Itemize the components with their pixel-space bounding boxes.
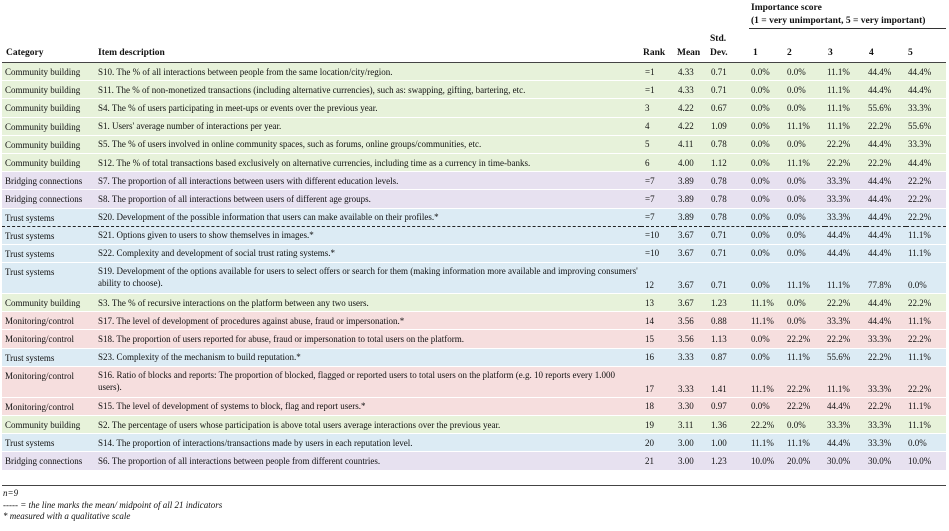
score-2-pct-cell: 0.0% (785, 136, 825, 154)
item-description-cell: S10. The % of all interactions between people from the same location/city/region. (96, 63, 641, 81)
rank-cell: 6 (641, 154, 674, 172)
std-dev-cell: 0.78 (707, 190, 749, 208)
score-1-pct-cell: 11.1% (749, 434, 785, 452)
mean-cell: 3.67 (674, 245, 707, 263)
score-3-pct-cell: 33.3% (825, 209, 866, 227)
category-cell: Community building (2, 99, 96, 117)
table-row (2, 209, 946, 227)
score-4-pct-cell: 33.3% (866, 416, 906, 434)
rank-cell: 12 (641, 263, 674, 294)
score-5-pct-cell: 11.1% (906, 349, 946, 367)
score-5-pct-cell: 11.1% (906, 245, 946, 263)
score-5-pct-cell: 33.3% (906, 136, 946, 154)
score-5-pct-cell: 22.2% (906, 294, 946, 312)
score-3-pct-cell: 44.4% (825, 227, 866, 245)
category-cell: Community building (2, 81, 96, 99)
category-cell: Monitoring/control (2, 367, 96, 398)
importance-divider (749, 28, 946, 29)
score-1-pct-cell: 10.0% (749, 452, 785, 470)
header-rank: Rank (643, 48, 666, 58)
score-2-pct-cell: 0.0% (785, 99, 825, 117)
score-2-pct-cell: 11.1% (785, 154, 825, 172)
header-score-4: 4 (869, 48, 874, 58)
table-row (2, 263, 946, 294)
score-5-pct-cell: 11.1% (906, 416, 946, 434)
mean-cell: 4.22 (674, 99, 707, 117)
std-dev-cell: 1.23 (707, 452, 749, 470)
rank-cell: =10 (641, 227, 674, 245)
category-cell: Trust systems (2, 349, 96, 367)
rank-cell: =10 (641, 245, 674, 263)
std-dev-cell: 0.87 (707, 349, 749, 367)
score-3-pct-cell: 11.1% (825, 118, 866, 136)
score-1-pct-cell: 11.1% (749, 312, 785, 330)
score-2-pct-cell: 0.0% (785, 294, 825, 312)
score-3-pct-cell: 33.3% (825, 416, 866, 434)
score-5-pct-cell: 33.3% (906, 99, 946, 117)
std-dev-cell: 1.13 (707, 330, 749, 348)
table-row (2, 136, 946, 154)
score-4-pct-cell: 44.4% (866, 245, 906, 263)
std-dev-cell: 1.12 (707, 154, 749, 172)
header-category: Category (6, 48, 44, 58)
table-row (2, 434, 946, 452)
score-1-pct-cell: 0.0% (749, 63, 785, 81)
mean-cell: 3.89 (674, 172, 707, 190)
score-1-pct-cell: 0.0% (749, 81, 785, 99)
std-dev-cell: 0.78 (707, 209, 749, 227)
score-2-pct-cell: 11.1% (785, 118, 825, 136)
score-4-pct-cell: 22.2% (866, 154, 906, 172)
std-dev-cell: 0.88 (707, 312, 749, 330)
header-score-3: 3 (828, 48, 833, 58)
header-std-line2: Dev. (710, 48, 728, 58)
mean-cell: 3.00 (674, 434, 707, 452)
score-1-pct-cell: 0.0% (749, 245, 785, 263)
std-dev-cell: 1.09 (707, 118, 749, 136)
mean-cell: 4.00 (674, 154, 707, 172)
table-row (2, 367, 946, 398)
item-description-cell: S20. Development of the possible information that users can make available on their profiles.* (96, 209, 641, 227)
score-5-pct-cell: 11.1% (906, 398, 946, 416)
score-3-pct-cell: 55.6% (825, 349, 866, 367)
score-5-pct-cell: 22.2% (906, 172, 946, 190)
item-description-cell: S23. Complexity of the mechanism to build reputation.* (96, 349, 641, 367)
mean-cell: 3.89 (674, 190, 707, 208)
category-cell: Bridging connections (2, 172, 96, 190)
score-5-pct-cell: 22.2% (906, 190, 946, 208)
category-cell: Community building (2, 118, 96, 136)
score-3-pct-cell: 22.2% (825, 294, 866, 312)
score-4-pct-cell: 33.3% (866, 434, 906, 452)
rank-cell: 3 (641, 99, 674, 117)
mean-cell: 3.33 (674, 367, 707, 398)
note-dashed-line: ----- = the line marks the mean/ midpoint of all 21 indicators (3, 499, 223, 510)
score-2-pct-cell: 0.0% (785, 227, 825, 245)
std-dev-cell: 1.41 (707, 367, 749, 398)
mean-cell: 4.22 (674, 118, 707, 136)
rank-cell: 16 (641, 349, 674, 367)
score-3-pct-cell: 22.2% (825, 154, 866, 172)
table-row (2, 63, 946, 81)
item-description-cell: S1. Users' average number of interactions per year. (96, 118, 641, 136)
score-1-pct-cell: 0.0% (749, 227, 785, 245)
score-3-pct-cell: 22.2% (825, 136, 866, 154)
mean-cell: 4.33 (674, 63, 707, 81)
score-2-pct-cell: 0.0% (785, 312, 825, 330)
table-row (2, 452, 946, 470)
rank-cell: =7 (641, 209, 674, 227)
std-dev-cell: 0.71 (707, 63, 749, 81)
score-1-pct-cell: 0.0% (749, 349, 785, 367)
score-2-pct-cell: 22.2% (785, 330, 825, 348)
table-row (2, 416, 946, 434)
score-2-pct-cell: 0.0% (785, 245, 825, 263)
item-description-cell: S3. The % of recursive interactions on the platform between any two users. (96, 294, 641, 312)
header-mean: Mean (677, 48, 701, 58)
mean-cell: 3.30 (674, 398, 707, 416)
table-row (2, 330, 946, 348)
table-row (2, 398, 946, 416)
score-3-pct-cell: 44.4% (825, 245, 866, 263)
score-2-pct-cell: 11.1% (785, 263, 825, 294)
rank-cell: 19 (641, 416, 674, 434)
importance-score-title: Importance score (751, 3, 822, 13)
header-score-1: 1 (753, 48, 758, 58)
table-row (2, 190, 946, 208)
std-dev-cell: 0.71 (707, 81, 749, 99)
item-description-cell: S5. The % of users involved in online community spaces, such as forums, online groups/communities, etc. (96, 136, 641, 154)
rank-cell: =1 (641, 63, 674, 81)
rank-cell: 13 (641, 294, 674, 312)
table-row (2, 99, 946, 117)
header-std-line1: Std. (710, 34, 727, 44)
score-1-pct-cell: 0.0% (749, 209, 785, 227)
score-4-pct-cell: 22.2% (866, 118, 906, 136)
score-5-pct-cell: 11.1% (906, 312, 946, 330)
score-5-pct-cell: 22.2% (906, 330, 946, 348)
score-4-pct-cell: 22.2% (866, 398, 906, 416)
score-4-pct-cell: 33.3% (866, 367, 906, 398)
score-1-pct-cell: 0.0% (749, 330, 785, 348)
mean-cell: 4.11 (674, 136, 707, 154)
rank-cell: =7 (641, 190, 674, 208)
score-3-pct-cell: 11.1% (825, 63, 866, 81)
score-3-pct-cell: 11.1% (825, 99, 866, 117)
std-dev-cell: 1.36 (707, 416, 749, 434)
score-2-pct-cell: 0.0% (785, 63, 825, 81)
score-5-pct-cell: 44.4% (906, 81, 946, 99)
score-3-pct-cell: 44.4% (825, 434, 866, 452)
item-description-cell: S8. The proportion of all interactions between users of different age groups. (96, 190, 641, 208)
score-1-pct-cell: 0.0% (749, 136, 785, 154)
table-row (2, 294, 946, 312)
category-cell: Trust systems (2, 434, 96, 452)
rank-cell: 20 (641, 434, 674, 452)
std-dev-cell: 0.78 (707, 136, 749, 154)
score-3-pct-cell: 11.1% (825, 367, 866, 398)
mean-cell: 3.33 (674, 349, 707, 367)
table-row (2, 81, 946, 99)
note-sample-size: n=9 (3, 488, 19, 498)
item-description-cell: S16. Ratio of blocks and reports: The proportion of blocked, flagged or reported users to total users on the platform (e.g. 10 reports every 1.000 users). (96, 367, 641, 398)
category-cell: Monitoring/control (2, 330, 96, 348)
score-5-pct-cell: 22.2% (906, 367, 946, 398)
score-4-pct-cell: 55.6% (866, 99, 906, 117)
score-1-pct-cell: 0.0% (749, 190, 785, 208)
category-cell: Trust systems (2, 245, 96, 263)
score-5-pct-cell: 44.4% (906, 63, 946, 81)
score-5-pct-cell: 22.2% (906, 209, 946, 227)
score-1-pct-cell: 0.0% (749, 172, 785, 190)
item-description-cell: S17. The level of development of procedures against abuse, fraud or impersonation.* (96, 312, 641, 330)
score-2-pct-cell: 0.0% (785, 172, 825, 190)
category-cell: Trust systems (2, 209, 96, 227)
score-4-pct-cell: 44.4% (866, 81, 906, 99)
score-1-pct-cell: 0.0% (749, 118, 785, 136)
rank-cell: 5 (641, 136, 674, 154)
score-3-pct-cell: 22.2% (825, 330, 866, 348)
table-row (2, 172, 946, 190)
mean-cell: 3.67 (674, 263, 707, 294)
category-cell: Trust systems (2, 263, 96, 294)
item-description-cell: S21. Options given to users to show themselves in images.* (96, 227, 641, 245)
category-cell: Monitoring/control (2, 398, 96, 416)
mean-cell: 3.00 (674, 452, 707, 470)
item-description-cell: S11. The % of non-monetized transactions (including alternative currencies), such as: swapping, gifting, bartering, etc. (96, 81, 641, 99)
item-description-cell: S7. The proportion of all interactions between users with different education levels. (96, 172, 641, 190)
mean-cell: 3.56 (674, 312, 707, 330)
std-dev-cell: 0.71 (707, 227, 749, 245)
score-1-pct-cell: 0.0% (749, 154, 785, 172)
score-5-pct-cell: 10.0% (906, 452, 946, 470)
score-5-pct-cell: 55.6% (906, 118, 946, 136)
score-4-pct-cell: 44.4% (866, 190, 906, 208)
mean-cell: 3.67 (674, 227, 707, 245)
category-cell: Bridging connections (2, 190, 96, 208)
std-dev-cell: 0.67 (707, 99, 749, 117)
score-4-pct-cell: 44.4% (866, 227, 906, 245)
item-description-cell: S18. The proportion of users reported for abuse, fraud or impersonation to total users on the platform. (96, 330, 641, 348)
score-1-pct-cell: 22.2% (749, 416, 785, 434)
score-4-pct-cell: 44.4% (866, 63, 906, 81)
score-4-pct-cell: 33.3% (866, 330, 906, 348)
item-description-cell: S19. Development of the options available for users to select offers or search for them (making information more available and improving consumers' ability to choose). (96, 263, 641, 294)
table-row (2, 312, 946, 330)
score-4-pct-cell: 44.4% (866, 312, 906, 330)
mean-cell: 3.89 (674, 209, 707, 227)
category-cell: Community building (2, 416, 96, 434)
mean-cell: 3.67 (674, 294, 707, 312)
score-4-pct-cell: 22.2% (866, 349, 906, 367)
table-bottom-rule (2, 485, 946, 486)
table-notes (3, 488, 222, 523)
score-5-pct-cell: 0.0% (906, 434, 946, 452)
table-row (2, 227, 946, 245)
category-cell: Trust systems (2, 227, 96, 245)
item-description-cell: S2. The percentage of users whose participation is above total users average interactions over the previous year. (96, 416, 641, 434)
std-dev-cell: 0.71 (707, 263, 749, 294)
score-4-pct-cell: 44.4% (866, 209, 906, 227)
score-1-pct-cell: 0.0% (749, 99, 785, 117)
std-dev-cell: 0.97 (707, 398, 749, 416)
score-4-pct-cell: 44.4% (866, 136, 906, 154)
std-dev-cell: 0.78 (707, 172, 749, 190)
rank-cell: 15 (641, 330, 674, 348)
category-cell: Monitoring/control (2, 312, 96, 330)
importance-score-subtitle: (1 = very unimportant, 5 = very important) (751, 16, 926, 26)
score-2-pct-cell: 22.2% (785, 367, 825, 398)
item-description-cell: S6. The proportion of all interactions between people from different countries. (96, 452, 641, 470)
score-2-pct-cell: 22.2% (785, 398, 825, 416)
item-description-cell: S22. Complexity and development of social trust rating systems.* (96, 245, 641, 263)
rank-cell: 18 (641, 398, 674, 416)
header-score-2: 2 (787, 48, 792, 58)
rank-cell: =1 (641, 81, 674, 99)
score-4-pct-cell: 44.4% (866, 172, 906, 190)
score-2-pct-cell: 0.0% (785, 209, 825, 227)
item-description-cell: S14. The proportion of interactions/transactions made by users in each reputation level. (96, 434, 641, 452)
score-5-pct-cell: 44.4% (906, 154, 946, 172)
score-4-pct-cell: 44.4% (866, 294, 906, 312)
item-description-cell: S15. The level of development of systems to block, flag and report users.* (96, 398, 641, 416)
score-1-pct-cell: 11.1% (749, 367, 785, 398)
mean-cell: 4.33 (674, 81, 707, 99)
table-row (2, 245, 946, 263)
table-body (2, 63, 946, 471)
score-2-pct-cell: 0.0% (785, 416, 825, 434)
category-cell: Community building (2, 136, 96, 154)
header-item-description: Item description (98, 48, 165, 58)
table-row (2, 154, 946, 172)
score-2-pct-cell: 20.0% (785, 452, 825, 470)
score-1-pct-cell: 0.0% (749, 398, 785, 416)
category-cell: Bridging connections (2, 452, 96, 470)
note-qualitative-scale: * measured with a qualitative scale (3, 511, 131, 521)
item-description-cell: S12. The % of total transactions based exclusively on alternative currencies, including time as a currency in time-banks. (96, 154, 641, 172)
score-4-pct-cell: 30.0% (866, 452, 906, 470)
category-cell: Community building (2, 294, 96, 312)
score-3-pct-cell: 33.3% (825, 172, 866, 190)
mean-cell: 3.11 (674, 416, 707, 434)
score-4-pct-cell: 77.8% (866, 263, 906, 294)
table-row (2, 118, 946, 136)
mean-cell: 3.56 (674, 330, 707, 348)
std-dev-cell: 0.71 (707, 245, 749, 263)
rank-cell: 14 (641, 312, 674, 330)
score-3-pct-cell: 11.1% (825, 81, 866, 99)
score-1-pct-cell: 0.0% (749, 263, 785, 294)
std-dev-cell: 1.23 (707, 294, 749, 312)
score-1-pct-cell: 11.1% (749, 294, 785, 312)
score-3-pct-cell: 33.3% (825, 312, 866, 330)
score-5-pct-cell: 11.1% (906, 227, 946, 245)
indicator-table (2, 63, 946, 471)
rank-cell: 4 (641, 118, 674, 136)
score-2-pct-cell: 0.0% (785, 190, 825, 208)
score-2-pct-cell: 0.0% (785, 81, 825, 99)
rank-cell: 17 (641, 367, 674, 398)
score-5-pct-cell: 0.0% (906, 263, 946, 294)
rank-cell: 21 (641, 452, 674, 470)
category-cell: Community building (2, 63, 96, 81)
score-3-pct-cell: 33.3% (825, 190, 866, 208)
score-2-pct-cell: 11.1% (785, 349, 825, 367)
std-dev-cell: 1.00 (707, 434, 749, 452)
header-score-5: 5 (908, 48, 913, 58)
score-3-pct-cell: 44.4% (825, 398, 866, 416)
rank-cell: =7 (641, 172, 674, 190)
item-description-cell: S4. The % of users participating in meet-ups or events over the previous year. (96, 99, 641, 117)
category-cell: Community building (2, 154, 96, 172)
table-row (2, 349, 946, 367)
score-3-pct-cell: 11.1% (825, 263, 866, 294)
score-3-pct-cell: 30.0% (825, 452, 866, 470)
score-2-pct-cell: 11.1% (785, 434, 825, 452)
